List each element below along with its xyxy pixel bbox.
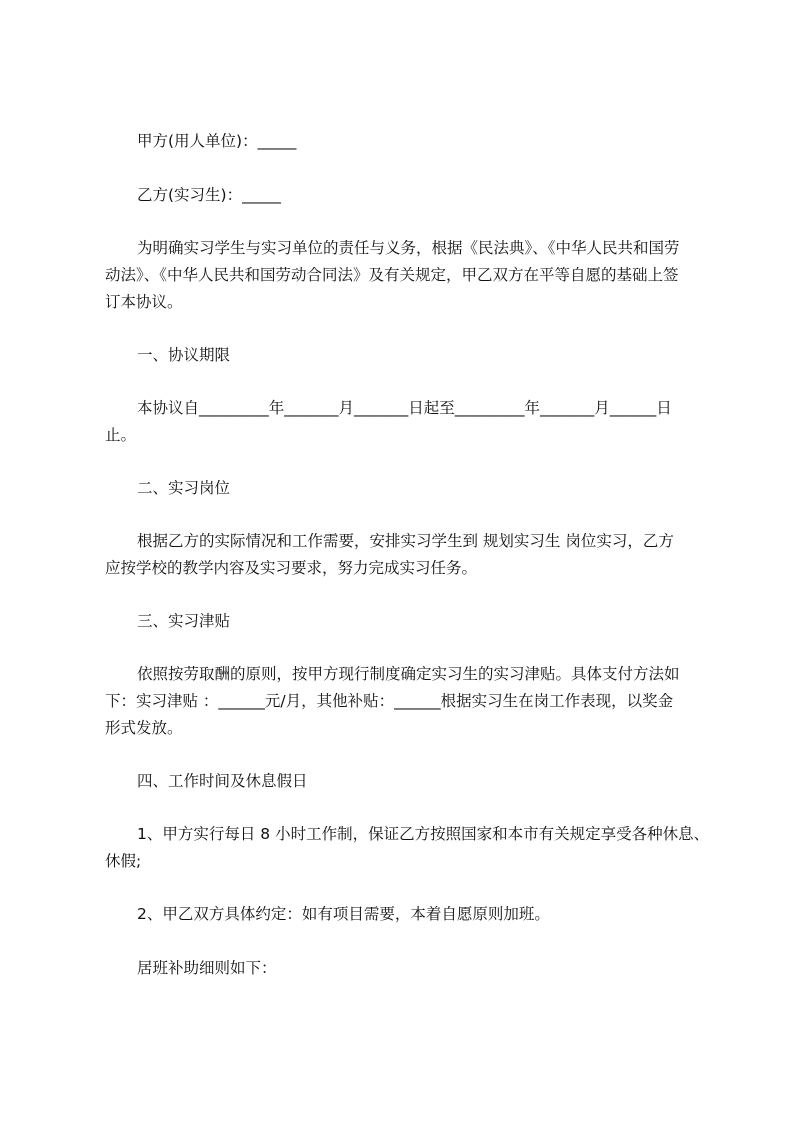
section-heading: 四、工作时间及休息假日 — [137, 772, 308, 790]
work-hours-line: 1、甲方实行每日 8 小时工作制，保证乙方按照国家和本市有关规定享受各种休息、 — [137, 825, 710, 843]
party-b-field: 乙方(实习生)：_____ — [137, 186, 281, 204]
party-a-field: 甲方(用人单位)：_____ — [137, 132, 297, 150]
allowance-line: 形式发放。 — [105, 719, 183, 737]
intro-line: 动法》、《中华人民共和国劳动合同法》及有关规定，甲乙双方在平等自愿的基础上签 — [105, 266, 679, 284]
section-heading: 一、协议期限 — [137, 346, 231, 364]
intro-line: 订本协议。 — [105, 293, 183, 311]
section-heading: 二、实习岗位 — [137, 479, 231, 497]
overtime-agreement: 2、甲乙双方具体约定：如有项目需要，本着自愿原则加班。 — [137, 905, 550, 923]
allowance-line: 依照按劳取酬的原则，按甲方现行制度确定实习生的实习津贴。具体支付方法如 — [137, 665, 680, 683]
allowance-line: 下：实习津贴 ：______元/月，其他补贴：______根据实习生在岗工作表现，以奖金 — [105, 692, 674, 710]
work-hours-line: 休假; — [105, 852, 142, 870]
section-heading: 三、实习津贴 — [137, 612, 231, 630]
position-line: 根据乙方的实际情况和工作需要，安排实习学生到 规划实习生 岗位实习，乙方 — [137, 532, 674, 550]
term-line: 本协议自_________年_______月_______日起至_________年_______月______日 — [137, 399, 672, 417]
overtime-rules: 居班补助细则如下： — [137, 959, 277, 977]
intro-line: 为明确实习学生与实习单位的责任与义务，根据《民法典》、《中华人民共和国劳 — [137, 239, 680, 257]
position-line: 应按学校的教学内容及实习要求，努力完成实习任务。 — [105, 559, 478, 577]
term-line: 止。 — [105, 426, 137, 444]
